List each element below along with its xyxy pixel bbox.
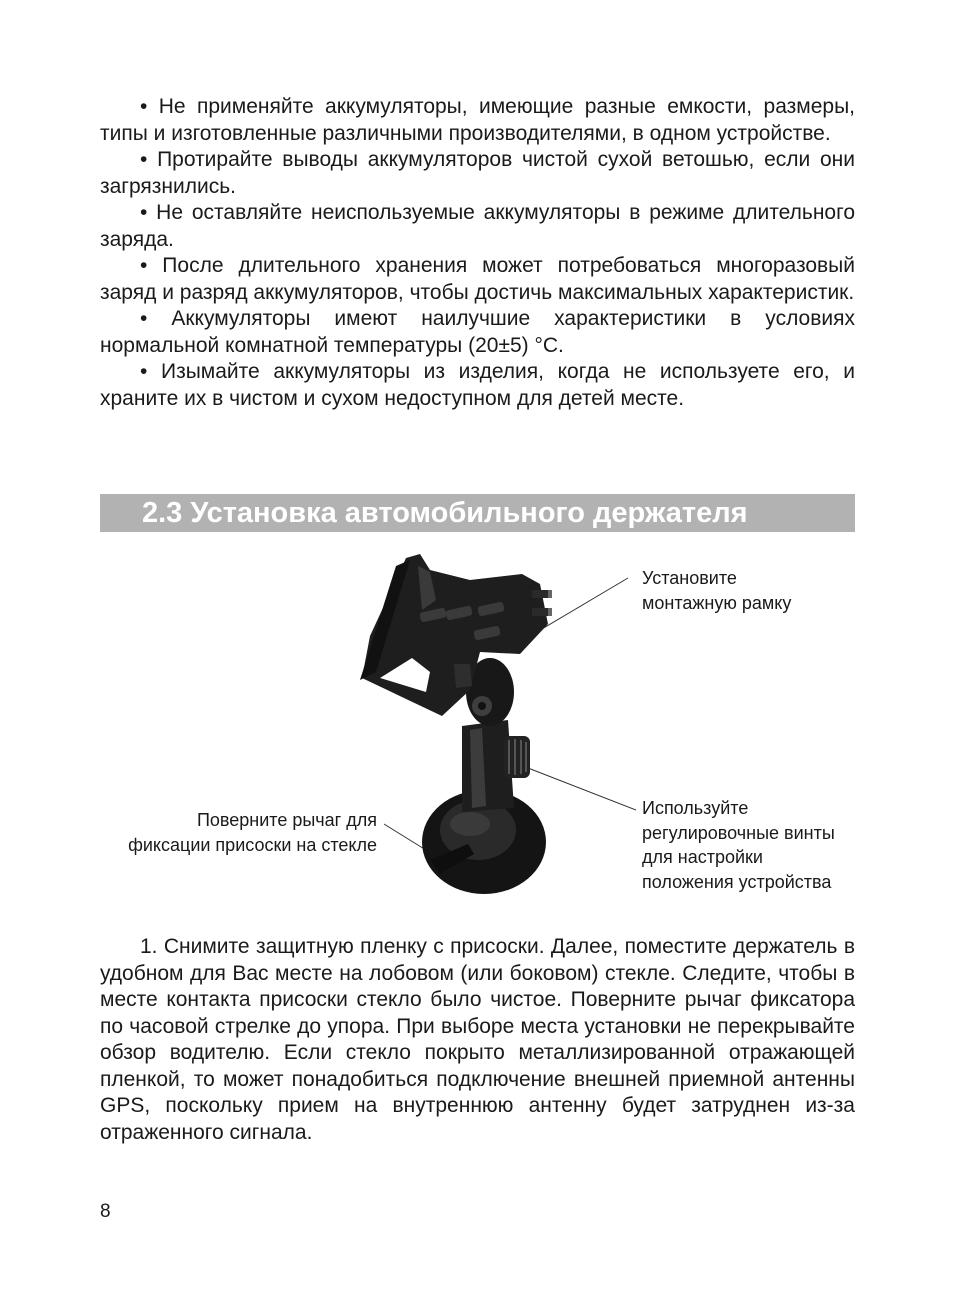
bullet-paragraph: • Аккумуляторы имеют наилучшие характеристики в условиях нормальной комнатной температуры (20±5) °С. [100, 307, 855, 357]
label-line: Используйте [642, 798, 749, 818]
label-line: положения устройства [642, 871, 832, 892]
bullet-paragraph: • Протирайте выводы аккумуляторов чистой сухой ветошью, если они загрязнились. [100, 148, 855, 198]
adjustment-screw [504, 736, 530, 778]
label-line: для настройки [642, 847, 763, 867]
label-line: регулировочные винты [642, 822, 835, 843]
bullet-paragraph: • Не применяйте аккумуляторы, имеющие разные емкости, размеры, типы и изготовленные различными производителями, в одном устройстве. [100, 95, 855, 145]
bullet-paragraph: • Изымайте аккумуляторы из изделия, когда не используете его, и храните их в чистом и сухом недоступном для детей месте. [100, 360, 855, 410]
bullet-paragraph: • Не оставляйте неиспользуемые аккумуляторы в режиме длительного заряда. [100, 201, 855, 251]
page-number: 8 [100, 1201, 111, 1222]
label-line: монтажную рамку [642, 592, 792, 613]
label-adjustment-screws [642, 796, 835, 894]
label-mounting-frame [642, 566, 791, 615]
car-holder-figure [0, 540, 954, 910]
section-title: 2.3 Установка автомобильного держателя [142, 497, 748, 529]
leader-line-screws [528, 768, 636, 810]
installation-step [100, 934, 855, 1146]
label-lever [128, 808, 377, 857]
bullet-paragraph: • После длительного хранения может потребоваться многоразовый заряд и разряд аккумуляторов, чтобы достичь максимальных характеристик. [100, 254, 855, 304]
label-line: Установите [642, 568, 737, 588]
label-line: фиксации присоски на стекле [128, 834, 377, 855]
step-paragraph: 1. Снимите защитную пленку с присоски. Далее, поместите держатель в удобном для Вас месте на лобовом (или боковом) стекле. Следите, чтобы в месте контакта присоски стекло было чистое. Поверните рычаг фиксатора по часовой стрелке до упора. При выборе места установки не перекрывайте обзор водителю. Если стекло покрыто металлизированной отражающей пленкой, то может понадобиться подключение внешней приемной антенны GPS, поскольку прием на внутреннюю антенну будет затруднен из-за отраженного сигнала. [100, 935, 855, 1144]
battery-precautions [100, 94, 855, 412]
section-header [100, 494, 855, 532]
label-line: Поверните рычаг для [196, 810, 377, 830]
mounting-frame [360, 554, 552, 716]
